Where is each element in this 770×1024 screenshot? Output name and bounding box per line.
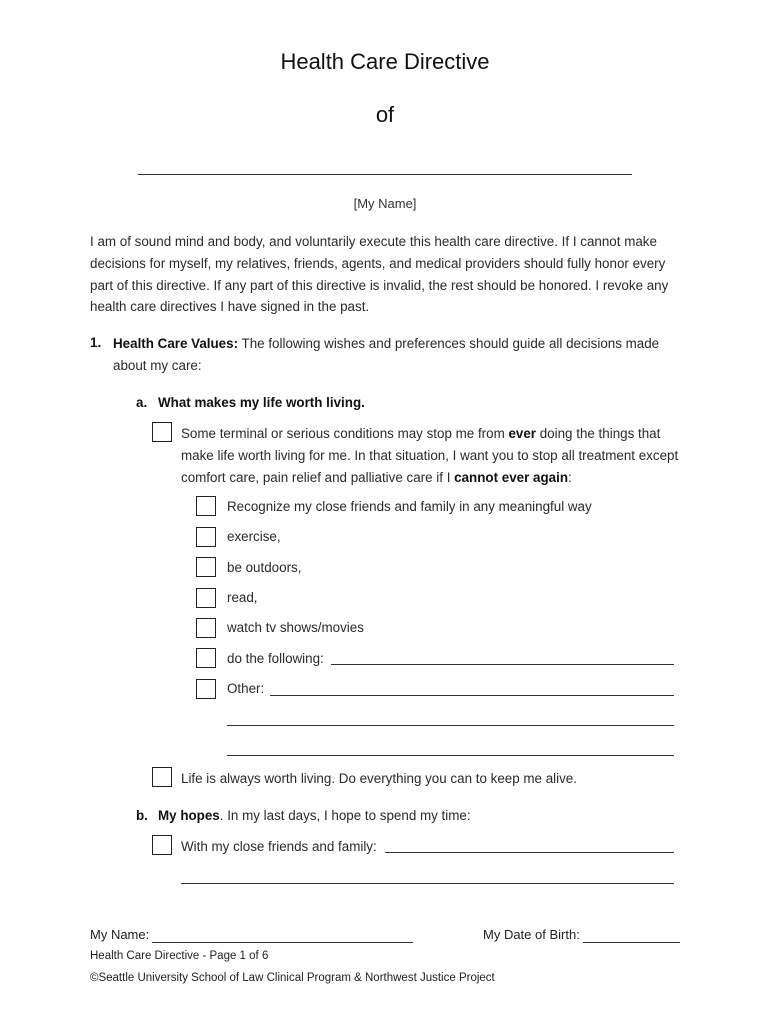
- footer-dob-label: My Date of Birth:: [483, 927, 580, 942]
- footer-copyright: ©Seattle University School of Law Clinical Program & Northwest Justice Project: [90, 972, 495, 984]
- hopes-friends-family-label: With my close friends and family:: [181, 839, 377, 854]
- subsection-b-letter: b.: [136, 808, 148, 823]
- be-outdoors-label: be outdoors,: [227, 560, 302, 575]
- hopes-friends-family-checkbox[interactable]: [152, 835, 172, 855]
- other-field-line-3[interactable]: [227, 755, 674, 756]
- watch-tv-checkbox[interactable]: [196, 618, 216, 638]
- hopes-friends-family-field-line-2[interactable]: [181, 883, 674, 884]
- footer-my-name-label: My Name:: [90, 927, 150, 942]
- hopes-friends-family-field[interactable]: [385, 852, 674, 853]
- be-outdoors-checkbox[interactable]: [196, 557, 216, 577]
- recognize-friends-label: Recognize my close friends and family in any meaningful way: [227, 499, 592, 514]
- document-title: Health Care Directive: [280, 49, 490, 74]
- my-name-field[interactable]: [138, 174, 632, 175]
- other-field-line-2[interactable]: [227, 725, 674, 726]
- intro-paragraph: I am of sound mind and body, and voluntarily execute this health care directive. If I cannot make decisions for myself, my relatives, friends, agents, and medical providers should fully honor every part of this directive. If any part of this directive is invalid, the rest should be honored. I revoke any health care directives I have signed in the past.: [90, 234, 669, 315]
- section-1-heading: Health Care Values:: [113, 336, 239, 351]
- subsection-b-heading: [136, 808, 471, 823]
- terminal-text-part: doing the things that make life worth living for me. In that situation, I want you to stop all treatment except comfort care, pain relief and palliative care if I: [181, 426, 679, 485]
- terminal-text-ever: ever: [508, 426, 537, 441]
- my-name-caption: [My Name]: [353, 196, 417, 211]
- other-label: Other:: [227, 681, 265, 696]
- exercise-label: exercise,: [227, 529, 281, 544]
- always-worth-living-label: Life is always worth living. Do everything you can to keep me alive.: [181, 771, 577, 786]
- terminal-condition-checkbox[interactable]: [152, 422, 172, 442]
- section-1-text: The following wishes and preferences should guide all decisions made about my care:: [113, 336, 660, 373]
- terminal-text-part: :: [568, 469, 572, 485]
- subsection-a-heading: [136, 395, 365, 410]
- subsection-a-letter: a.: [136, 395, 148, 410]
- subsection-b-title: My hopes: [158, 808, 220, 823]
- other-checkbox[interactable]: [196, 679, 216, 699]
- terminal-condition-text: [181, 423, 686, 488]
- section-1-number: 1.: [90, 335, 102, 350]
- read-checkbox[interactable]: [196, 588, 216, 608]
- do-the-following-field[interactable]: [331, 664, 674, 665]
- footer-page-label: Health Care Directive - Page 1 of 6: [90, 950, 269, 962]
- footer-my-name-field[interactable]: [152, 942, 413, 943]
- document-title-of: of: [375, 102, 395, 127]
- exercise-checkbox[interactable]: [196, 527, 216, 547]
- do-the-following-label: do the following:: [227, 651, 324, 666]
- terminal-text-part: Some terminal or serious conditions may stop me from: [181, 426, 509, 441]
- do-the-following-checkbox[interactable]: [196, 648, 216, 668]
- other-field-line-1[interactable]: [270, 695, 674, 696]
- watch-tv-label: watch tv shows/movies: [227, 620, 364, 635]
- terminal-text-cannot-ever-again: cannot ever again: [454, 469, 569, 485]
- section-1: [113, 333, 683, 377]
- recognize-friends-checkbox[interactable]: [196, 496, 216, 516]
- subsection-a-title: What makes my life worth living.: [158, 395, 365, 410]
- always-worth-living-checkbox[interactable]: [152, 767, 172, 787]
- subsection-b-text: . In my last days, I hope to spend my time:: [219, 808, 471, 823]
- read-label: read,: [227, 590, 258, 605]
- footer-dob-field[interactable]: [583, 942, 680, 943]
